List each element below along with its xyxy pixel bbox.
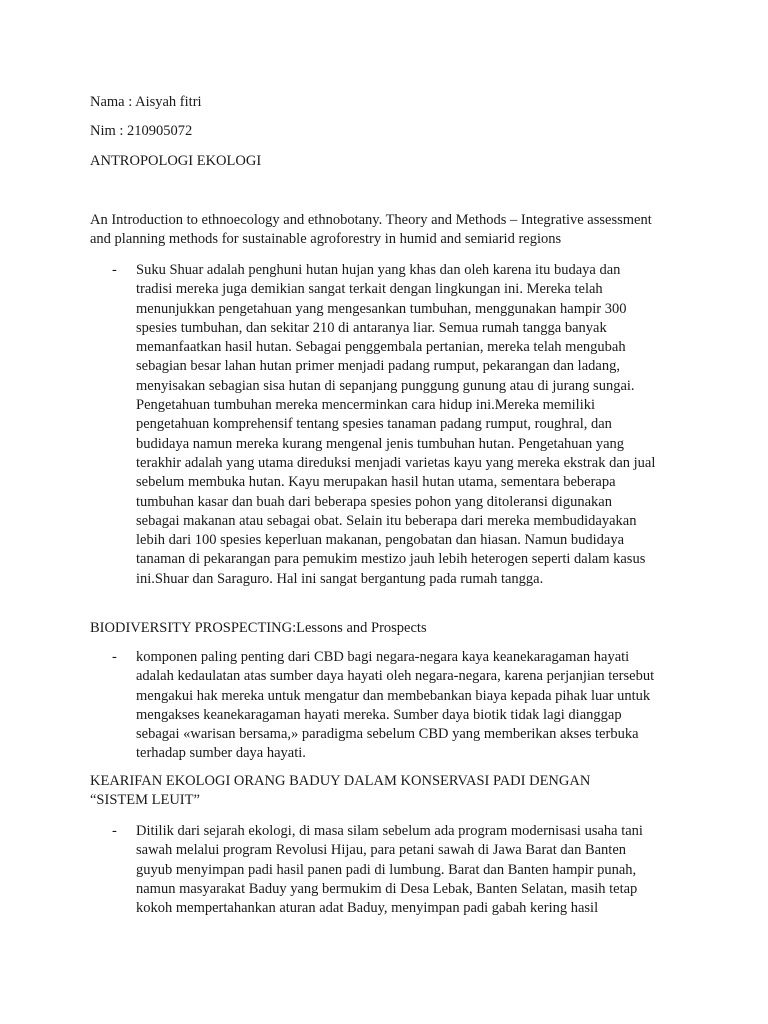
text-line: sebagai «warisan bersama,» paradigma sebelum CBD yang memberikan akses terbuka: [136, 726, 639, 743]
text-line: adalah kedaulatan atas sumber daya hayati oleh negara-negara, karena perjanjian tersebut: [136, 668, 655, 685]
section-1-bullet-text: [136, 261, 696, 589]
text-line: komponen paling penting dari CBD bagi negara-negara kaya keanekaragaman hayati: [136, 649, 630, 665]
text-line: kokoh mempertahankan aturan adat Baduy, menyimpan padi gabah kering hasil: [136, 900, 599, 917]
heading-line: KEARIFAN EKOLOGI ORANG BADUY DALAM KONSERVASI PADI DENGAN: [90, 773, 591, 789]
heading-line: “SISTEM LEUIT”: [90, 792, 200, 809]
text-line: namun masyarakat Baduy yang bermukim di Desa Lebak, Banten Selatan, masih tetap: [136, 880, 638, 897]
text-line: tanaman di pekarangan para pemukim mestizo jauh lebih heterogen seperti dalam kasus: [136, 551, 646, 568]
text-line: Suku Shuar adalah penghuni hutan hujan yang khas dan oleh karena itu budaya dan: [136, 262, 621, 278]
text-line: ini.Shuar dan Saraguro. Hal ini sangat bergantung pada rumah tangga.: [136, 570, 544, 587]
text-line: menunjukkan pengetahuan yang mengesankan tumbuhan, menggunakan hampir 300: [136, 300, 627, 317]
text-line: memanfaatkan hasil hutan. Sebagai penggembala pertanian, mereka telah mengubah: [136, 339, 626, 356]
text-line: menyisakan sebagian sisa hutan di sepanjang punggung gunung atau di jurang sungai.: [136, 377, 635, 394]
heading-line: An Introduction to ethnoecology and ethnobotany. Theory and Methods – Integrative assessment: [90, 212, 652, 228]
student-id-line: Nim : 210905072: [90, 123, 193, 139]
section-3-heading: [90, 772, 690, 811]
text-line: pengetahuan komprehensif tentang spesies tanaman padang rumput, roughral, dan: [136, 416, 612, 433]
heading-line: BIODIVERSITY PROSPECTING:Lessons and Prospects: [90, 620, 427, 636]
author-name-line: Nama : Aisyah fitri: [90, 94, 202, 110]
text-line: terakhir adalah yang utama direduksi menjadi varietas kayu yang mereka ekstrak dan jual: [136, 454, 656, 471]
text-line: sebelum membuka hutan. Kayu merupakan hasil hutan utama, sementara beberapa: [136, 474, 616, 491]
text-line: mengakui hak mereka untuk mengatur dan membebankan biaya kepada pihak luar untuk: [136, 687, 651, 704]
text-line: tumbuhan kasar dan buah dari beberapa spesies pohon yang ditoleransi digunakan: [136, 493, 612, 510]
bullet-dash: -: [112, 649, 117, 665]
text-line: mengakses keanekaragaman hayati mereka. Sumber daya biotik tidak lagi dianggap: [136, 706, 622, 723]
text-line: terhadap sumber daya hayati.: [136, 745, 306, 762]
section-2-bullet-text: [136, 648, 696, 764]
heading-line: and planning methods for sustainable agroforestry in humid and semiarid regions: [90, 231, 562, 248]
text-line: guyub menyimpan padi hasil panen padi di lumbung. Barat dan Banten hampir punah,: [136, 861, 637, 878]
text-line: sawah melalui program Revolusi Hijau, para petani sawah di Jawa Barat dan Banten: [136, 842, 627, 859]
text-line: spesies tumbuhan, dan sekitar 210 di antaranya liar. Semua rumah tangga banyak: [136, 319, 607, 336]
text-line: Pengetahuan tumbuhan mereka mencerminkan cara hidup ini.Mereka memiliki: [136, 397, 596, 414]
section-1-heading: [90, 211, 690, 250]
text-line: sebagian besar lahan hutan primer menjadi padang rumput, pekarangan dan ladang,: [136, 358, 620, 375]
text-line: lebih dari 100 spesies keperluan makanan, pengobatan dan hiasan. Namun budidaya: [136, 532, 625, 549]
text-line: budidaya namun mereka kurang mengenal jenis tumbuhan hutan. Pengetahuan yang: [136, 435, 625, 452]
bullet-dash: -: [112, 262, 117, 278]
bullet-dash: -: [112, 823, 117, 839]
text-line: tradisi mereka juga demikian sangat terkait dengan lingkungan ini. Mereka telah: [136, 281, 603, 298]
section-3-bullet-text: [136, 822, 696, 918]
text-line: sebagai makanan atau sebagai obat. Selain itu beberapa dari mereka membudidayakan: [136, 512, 637, 529]
text-line: Ditilik dari sejarah ekologi, di masa silam sebelum ada program modernisasi usaha tani: [136, 823, 643, 839]
section-2-heading: [90, 619, 690, 638]
course-title: ANTROPOLOGI EKOLOGI: [90, 153, 262, 169]
